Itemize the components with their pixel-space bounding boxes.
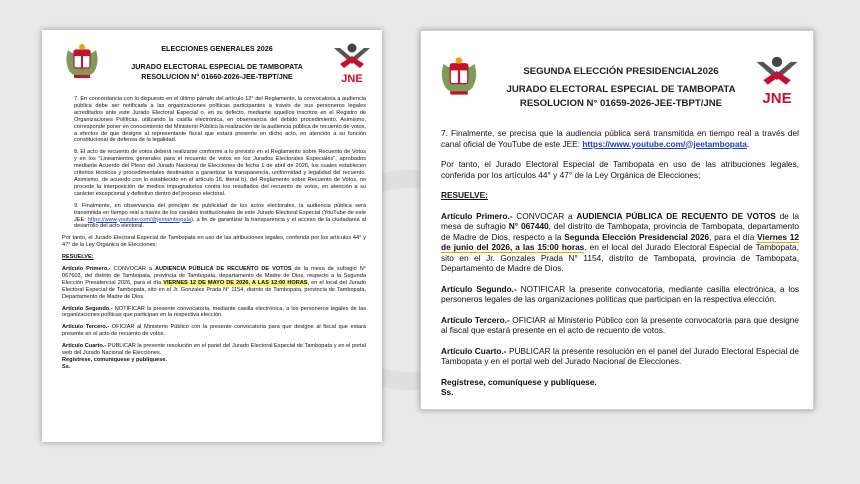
paragraph-8: 8. El acto de recuento de votos deberá realizarse conforme a lo previsto en el Reglamento sobre Recuento de Votos y en los "Lineamientos generales para el recuento de votos en los Jurados Electorales Especiales", aprobados mediante Acuerdo del Pleno del Jurado Nacional de Elecciones de fecha 1 de abril de 2026, los cuales establecen criterios técnicos y procedimentales destinados a garantizar la transparencia, uniformidad y legalidad del recuento. Asimismo, de acuerdo con lo establecido en el artículo 16, literal b), del Reglamento sobre Recuento de Votos, no procede la interposición de medios impugnatorios contra los resultados del recuento de votos, en atención a su carácter excepcional y definitivo dentro del proceso electoral. bbox=[74, 149, 366, 197]
closing: Regístrese, comuníquese y publíquese. bbox=[441, 376, 597, 387]
resolution-document-left bbox=[42, 30, 382, 442]
article-4: Artículo Cuarto.- PUBLICAR la presente resolución en el panel del Jurado Electoral Especial de Tambopata y en el portal web del Jurado Nacional de Elecciones. bbox=[62, 343, 366, 357]
resolution-document-right bbox=[420, 30, 814, 410]
resuelve-heading: RESUELVE: bbox=[62, 254, 94, 261]
jne-logo bbox=[330, 42, 374, 85]
article-3: Artículo Tercero.- OFICIAR al Ministerio Público con la presente convocatoria para que designe al fiscal que estará presente en el acto de recuento de votos. bbox=[62, 324, 367, 338]
jne-logo-text: JNE bbox=[341, 73, 363, 85]
article-1: Artículo Primero.- CONVOCAR a AUDIENCIA PÚBLICA DE RECUENTO DE VOTOS de la mesa de sufragio N° 067603, del distrito de Tambopata, provincia de Tambopata, departamento de Madre de Dios, respecto a la Segunda Elección Presidencial 2026, para el día VIERNES 12 DE MAYO DE 2026, A LAS 12:00 HORAS, en el local del Jurado Electoral Especial de Tambopata, sito en el Jr. Gonzales Prada N° 1154, distrito de Tambopata, provincia de Tambopata, Departamento de Madre de Dios. bbox=[62, 266, 366, 300]
resuelve-heading: RESUELVE: bbox=[441, 190, 488, 200]
paragraph-9: 9. Finalmente, en observancia del principio de publicidad de los actos electorales, la audiencia pública será transmitida en tiempo real a través de los canales institucionales de este Jurado Electoral Especial (YouTube de este JEE: https://www.youtube.com/@jeetambopata), a fin de garantizar la transparencia y el acceso de la ciudadanía al desarrollo del acto electoral. bbox=[74, 202, 366, 230]
article-4: Artículo Cuarto.- PUBLICAR la presente resolución en el panel del Jurado Electoral Especial de Tambopata y en el portal web del Jurado Nacional de Elecciones. bbox=[441, 345, 799, 366]
document-org: JURADO ELECTORAL ESPECIAL DE TAMBOPATA bbox=[131, 62, 303, 71]
jne-emblem-icon bbox=[330, 42, 374, 70]
article-2: Artículo Segundo.- NOTIFICAR la presente convocatoria, mediante casilla electrónica, a los personeros legales de las organizaciones políticas que participan en la respectiva elección. bbox=[62, 305, 367, 319]
article-3: Artículo Tercero.- OFICIAR al Ministerio Público con la presente convocatoria para que designe al fiscal que estará presente en el acto de recuento de votos. bbox=[441, 314, 799, 335]
peru-coat-of-arms-icon bbox=[64, 42, 100, 82]
jne-logo-text: JNE bbox=[762, 90, 792, 107]
paragraph-7: 7. En concordancia con lo dispuesto en el último párrafo del artículo 12° del Reglamento, la convocatoria a audiencia pública debe ser notificada a las organizaciones políticas participantes a través de sus personeros legales acreditados ante este Jurado Electoral Especial o, en su defecto, mediante aquellos inscritos en el Registro de Organizaciones Políticas, utilizando la casilla electrónica, en observancia del debido procedimiento. Asimismo, corresponde poner en conocimiento del Ministerio Público la realización de la audiencia pública de recuento de votos, a efectos de que designe al representante fiscal que estará presente en dicho acto, en atención a su función constitucional de defensa de la legalidad. bbox=[74, 96, 366, 144]
closing: Regístrese, comuníquese y publíquese. bbox=[62, 357, 168, 363]
por-tanto: Por tanto, el Jurado Electoral Especial de Tambopata en uso de las atribuciones legales, conferida por los artículos 44° y 47° de la Ley Orgánica de Elecciones; bbox=[441, 159, 799, 180]
jne-logo bbox=[751, 55, 803, 107]
document-title: SEGUNDA ELECCIÓN PRESIDENCIAL2026 bbox=[523, 66, 719, 77]
signature-ss: Ss. bbox=[441, 387, 454, 397]
peru-coat-of-arms-icon bbox=[439, 55, 479, 99]
resolution-number: RESOLUCION N° 01659-2026-JEE-TBPT/JNE bbox=[519, 98, 723, 109]
document-org: JURADO ELECTORAL ESPECIAL DE TAMBOPATA bbox=[506, 84, 736, 95]
paragraph-7: 7. Finalmente, se precisa que la audiencia pública será transmitida en tiempo real a través del canal oficial de YouTube de este JEE: https://www.youtube.com/@jeetambopata. bbox=[441, 128, 799, 149]
document-body bbox=[441, 128, 799, 398]
resolution-number: RESOLUCION N° 01660-2026-JEE-TBPT/JNE bbox=[141, 72, 293, 81]
por-tanto: Por tanto, el Jurado Electoral Especial de Tambopata en uso de las atribuciones legales, conferida por los artículos 44° y 47° de la Ley Orgánica de Elecciones; bbox=[62, 235, 366, 249]
document-title: ELECCIONES GENERALES 2026 bbox=[161, 44, 273, 53]
signature-ss: Ss. bbox=[62, 363, 71, 370]
document-body bbox=[62, 96, 366, 371]
youtube-link[interactable]: https://www.youtube.com/@jeetambopata bbox=[87, 216, 192, 223]
highlighted-date: Viernes 12 de junio del 2026, a las 15:00 horas bbox=[441, 231, 799, 252]
jne-emblem-icon bbox=[751, 55, 803, 87]
article-2: Artículo Segundo.- NOTIFICAR la presente convocatoria, mediante casilla electrónica, a los personeros legales de las organizaciones políticas que participan en la respectiva elección. bbox=[441, 283, 799, 304]
article-1: Artículo Primero.- CONVOCAR a AUDIENCIA PÚBLICA DE RECUENTO DE VOTOS de la mesa de sufragio N° 067440, del distrito de Tambopata, provincia de Tambopata, departamento de Madre de Dios, respecto a la Segunda Elección Presidencial 2026, para el día Viernes 12 de junio del 2026, a las 15:00 horas, en el local del Jurado Electoral Especial de Tambopata, sito en el Jr. Gonzales Prada N° 1154, distrito de Tambopata, provincia de Tambopata, Departamento de Madre de Dios. bbox=[441, 210, 800, 273]
highlighted-date: VIERNES 12 DE MAYO DE 2026, A LAS 12:00 HORAS bbox=[163, 279, 308, 286]
youtube-link[interactable]: https://www.youtube.com/@jeetambopata bbox=[582, 138, 747, 149]
